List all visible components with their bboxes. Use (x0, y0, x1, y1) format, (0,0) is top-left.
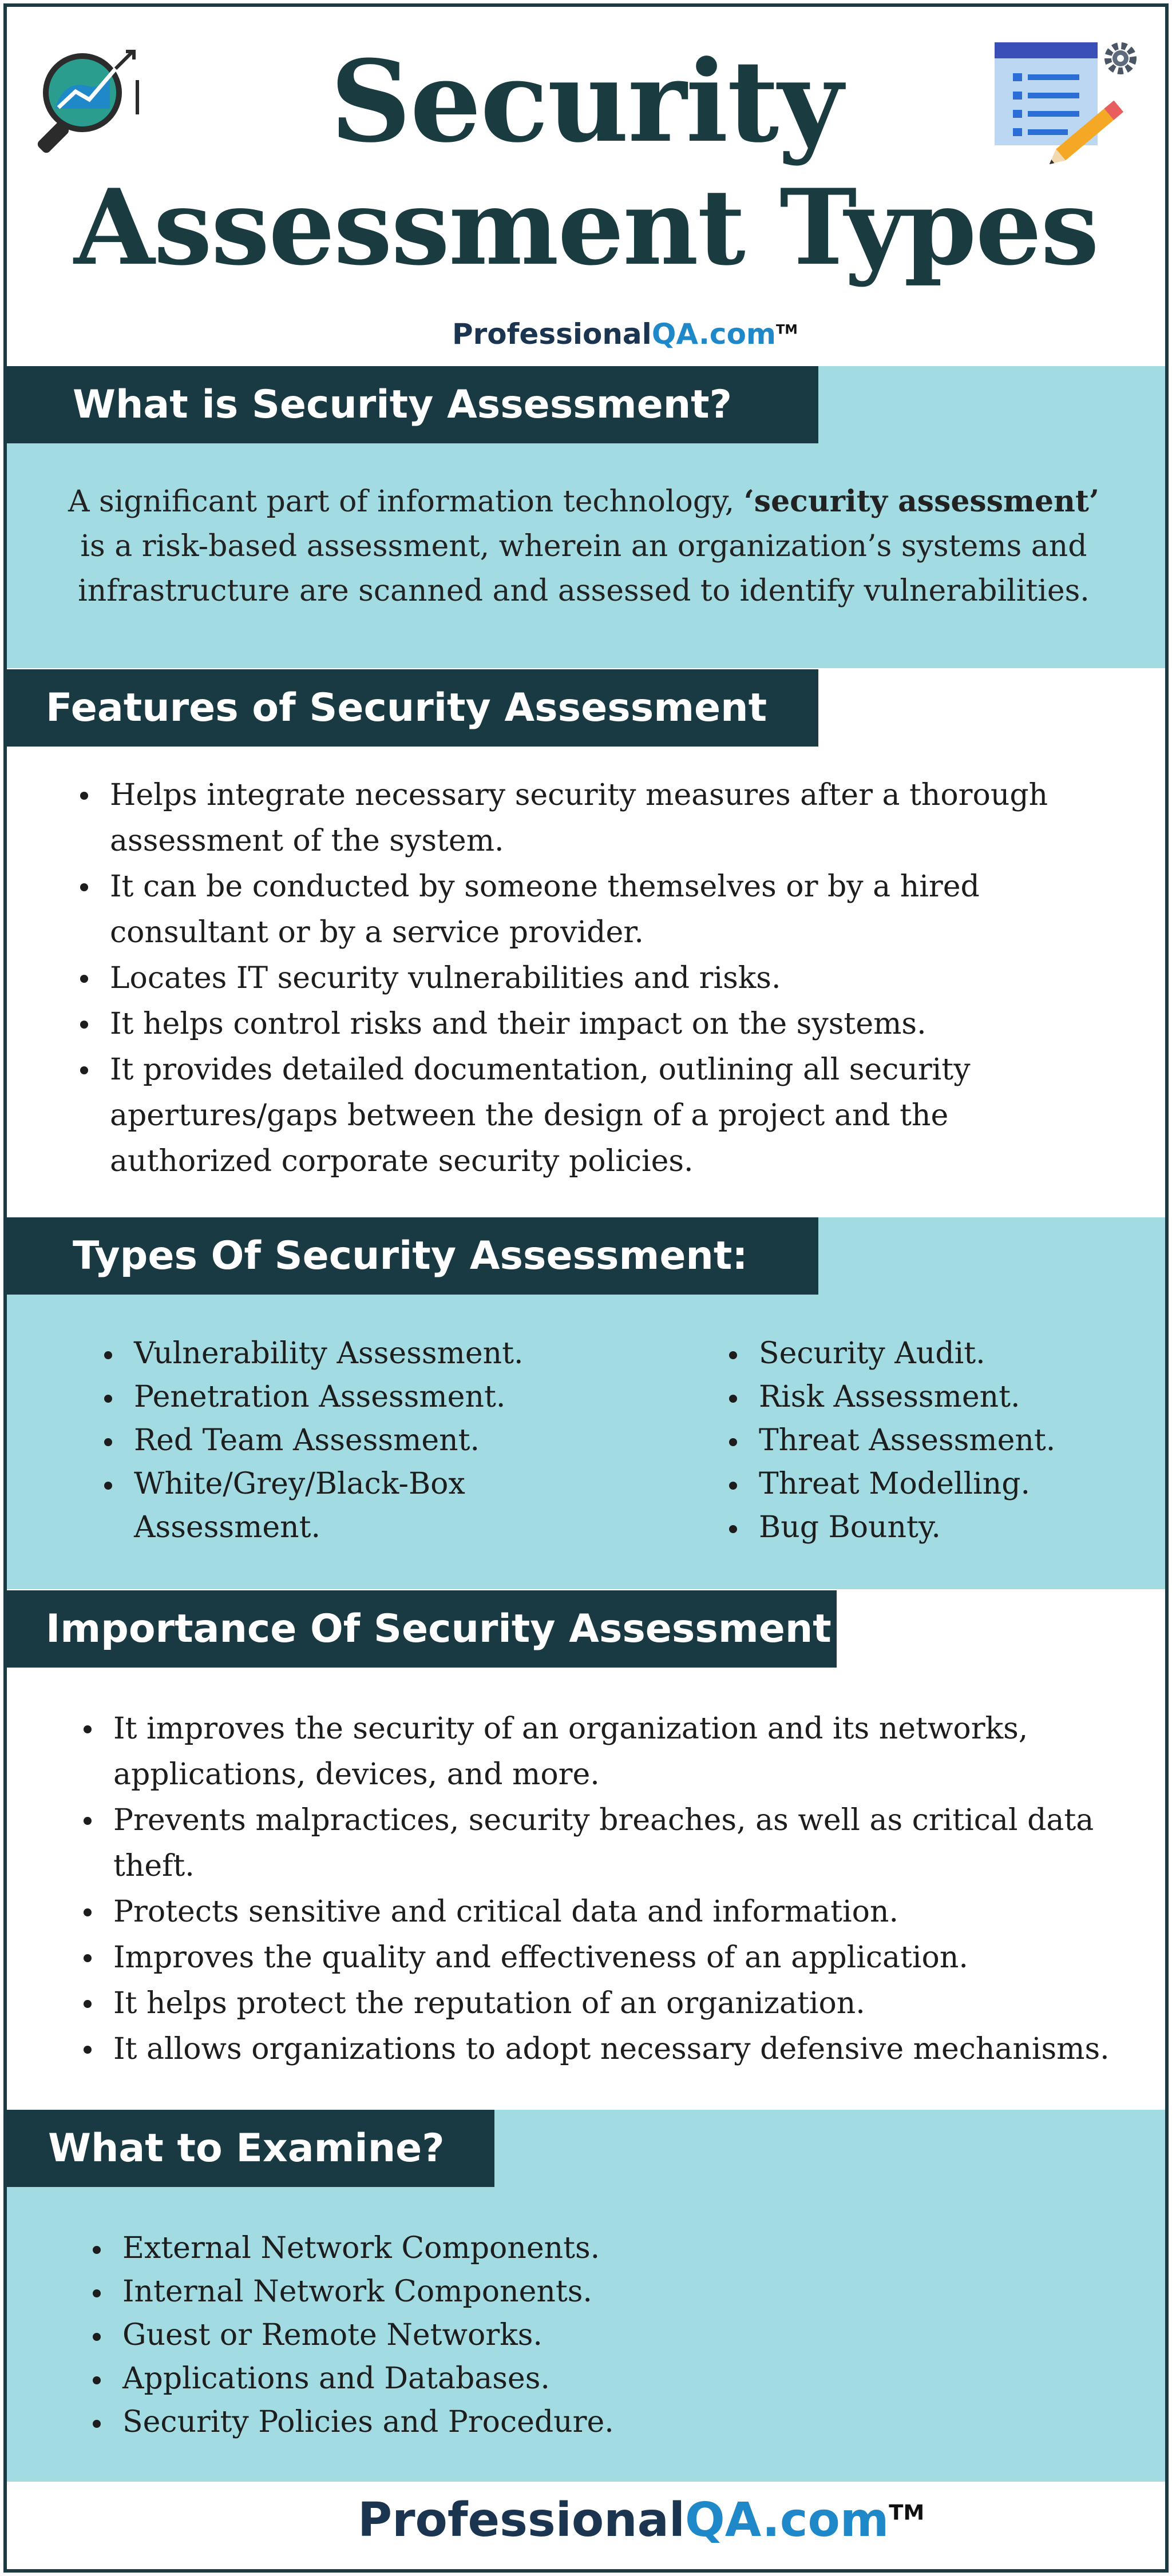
logo-text-qa: QA.com (685, 2493, 889, 2547)
list-item: Red Team Assessment. (101, 1419, 547, 1462)
list-item: Internal Network Components. (89, 2270, 948, 2313)
list-item: Security Policies and Procedure. (89, 2400, 948, 2444)
section-examine-heading: What to Examine? (7, 2110, 494, 2187)
list-item: Helps integrate necessary security measures after a thorough assessment of the system. (77, 772, 1107, 864)
list-item: Threat Assessment. (726, 1419, 1126, 1462)
list-item: It allows organizations to adopt necessary defensive mechanisms. (80, 2026, 1127, 2072)
list-item: Security Audit. (726, 1332, 1126, 1375)
list-item: It improves the security of an organization and its networks, applications, devices, and more. (80, 1706, 1127, 1797)
logo-trademark: TM (889, 2500, 925, 2525)
examine-list (89, 2226, 948, 2444)
importance-list (80, 1706, 1127, 2072)
list-item: Threat Modelling. (726, 1462, 1126, 1506)
logo-text-professional: Professional (452, 317, 652, 351)
types-list-right (726, 1332, 1126, 1549)
features-list (77, 772, 1107, 1184)
list-item: White/Grey/Black-Box Assessment. (101, 1462, 547, 1549)
list-item: Applications and Databases. (89, 2357, 948, 2400)
section-what-heading: What is Security Assessment? (7, 366, 818, 443)
list-item: Prevents malpractices, security breaches, as well as critical data theft. (80, 1797, 1127, 1889)
brand-logo-top (452, 317, 798, 351)
brand-logo-bottom (358, 2493, 924, 2547)
list-item: Guest or Remote Networks. (89, 2313, 948, 2357)
types-list-left (101, 1332, 547, 1549)
section-types-heading: Types Of Security Assessment: (7, 1217, 818, 1295)
list-item: Risk Assessment. (726, 1375, 1126, 1419)
page-title-line2: Assessment Types (74, 166, 1098, 288)
section-features-heading: Features of Security Assessment (7, 669, 818, 747)
list-item: It can be conducted by someone themselves or by a hired consultant or by a service provider. (77, 864, 1107, 955)
logo-trademark: TM (776, 322, 798, 338)
list-item: External Network Components. (89, 2226, 948, 2270)
section-what-text: A significant part of information technology, ‘security assessment’ is a risk-based assessment, wherein an organization’s systems and infrastructure are scanned and assessed to identify vulnerabilities. (68, 484, 1100, 608)
list-item: Vulnerability Assessment. (101, 1332, 547, 1375)
list-item: Bug Bounty. (726, 1506, 1126, 1549)
list-item: It provides detailed documentation, outlining all security apertures/gaps between the design of a project and the authorized corporate security policies. (77, 1047, 1107, 1184)
logo-text-qa: QA.com (651, 317, 777, 351)
logo-text-professional: Professional (358, 2493, 686, 2547)
list-item: Penetration Assessment. (101, 1375, 547, 1419)
list-item: It helps control risks and their impact on the systems. (77, 1001, 1107, 1047)
list-item: Protects sensitive and critical data and information. (80, 1889, 1127, 1935)
page-title-line1: Security (330, 36, 842, 168)
section-importance-heading: Importance Of Security Assessment (7, 1590, 837, 1668)
list-item: Improves the quality and effectiveness of an application. (80, 1935, 1127, 1980)
list-item: Locates IT security vulnerabilities and risks. (77, 955, 1107, 1001)
list-item: It helps protect the reputation of an organization. (80, 1980, 1127, 2026)
